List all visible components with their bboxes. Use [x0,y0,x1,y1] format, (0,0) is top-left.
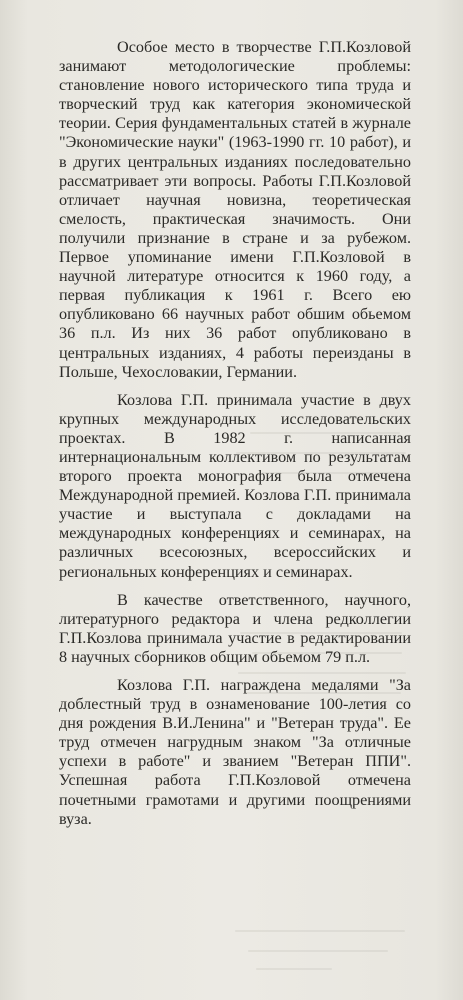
paragraph-editorial-work: В качестве ответственного, научного, литературного редактора и члена редколлегии Г.П.Козлова принимала участие в редактировании 8 научных сборников общим обьемом 79 п.л. [59,590,411,666]
paragraph-methodology: Особое место в творчестве Г.П.Козловой занимают методологические проблемы: становление нового исторического типа труда и творческий труд как категория экономической теории. Серия фундаментальных статей в журнале "Экономические науки" (1963-1990 гг. 10 работ), и в других центральных изданиях последовательно рассматривает эти вопросы. Работы Г.П.Козловой отличает научная новизна, теоретическая смелость, практическая значимость. Они получили признание в стране и за рубежом. Первое упоминание имени Г.П.Козловой в научной литературе относится к 1960 году, а первая публикация к 1961 г. Всего ею опубликовано 66 научных работ обшим обьемом 36 п.л. Из них 36 работ опубликовано в центральных изданиях, 4 работы переизданы в Польше, Чехословакии, Германии. [59,38,411,381]
text-body [59,38,411,829]
paragraph-awards: Козлова Г.П. награждена медалями "За доблестный труд в ознаменование 100-летия со дня рождения В.И.Ленина" и "Ветеран труда". Ее труд отмечен нагрудным знаком "За отличные успехи в работе" и званием "Ветеран ППИ". Успешная работа Г.П.Козловой отмечена почетными грамотами и другими поощрениями вуза. [59,676,411,828]
paragraph-international-projects: Козлова Г.П. принимала участие в двух крупных международных исследовательских проектах. В 1982 г. написанная интернациональным коллективом по результатам второго проекта монография была отмечена Международной премией. Козлова Г.П. принимала участие и выступала с докладами на международных конференциях и семинарах, на различных всесоюзных, всероссийских и региональных конференциях и семинарах. [59,390,411,581]
